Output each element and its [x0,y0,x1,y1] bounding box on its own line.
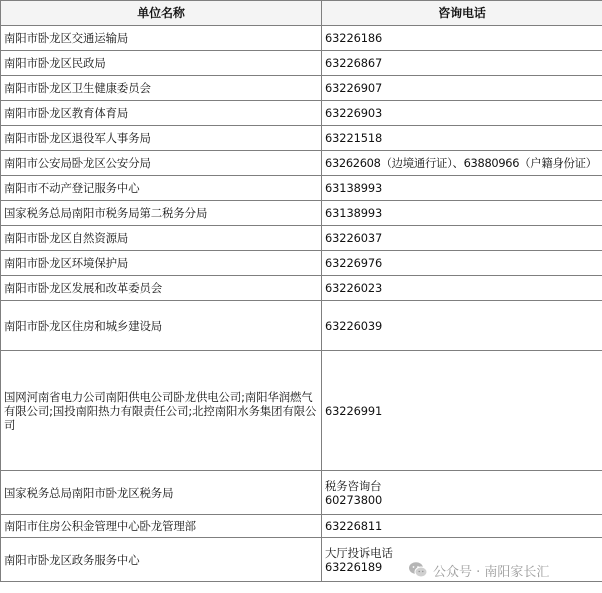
phone-number: 63226976 [322,251,602,276]
unit-name: 南阳市卧龙区住房和城乡建设局 [1,301,322,351]
phone-number: 60273800 [325,492,383,507]
unit-name: 南阳市卧龙区民政局 [1,51,322,76]
phone-number: 63138993 [322,201,602,226]
phone-number: 63226811 [322,515,602,538]
table-row [1,226,602,251]
phone-number: 63226186 [322,26,602,51]
unit-name: 南阳市卧龙区政务服务中心 [1,538,322,582]
unit-name: 南阳市卧龙区卫生健康委员会 [1,76,322,101]
table-row [1,471,602,515]
unit-name: 国网河南省电力公司南阳供电公司卧龙供电公司;南阳华润燃气有限公司;国投南阳热力有限责任公司;北控南阳水务集团有限公司 [1,351,322,471]
unit-name: 南阳市卧龙区退役军人事务局 [1,126,322,151]
phone-number: 63226867 [322,51,602,76]
phone-cell [322,471,602,515]
unit-name: 南阳市卧龙区教育体育局 [1,101,322,126]
table-row [1,251,602,276]
table-row [1,26,602,51]
phone-number: 63226023 [322,276,602,301]
unit-name: 南阳市卧龙区发展和改革委员会 [1,276,322,301]
phone-label: 大厅投诉电话 [325,545,393,560]
table-row [1,51,602,76]
header-phone: 咨询电话 [322,1,602,26]
unit-name: 南阳市公安局卧龙区公安分局 [1,151,322,176]
table-row [1,276,602,301]
table-row [1,301,602,351]
phone-number: 63226039 [322,301,602,351]
table-row [1,515,602,538]
table-row [1,351,602,471]
unit-name: 南阳市不动产登记服务中心 [1,176,322,201]
unit-name: 南阳市卧龙区环境保护局 [1,251,322,276]
phone-number: 63226903 [322,101,602,126]
phone-number: 63138993 [322,176,602,201]
unit-name: 国家税务总局南阳市税务局第二税务分局 [1,201,322,226]
unit-name: 国家税务总局南阳市卧龙区税务局 [1,471,322,515]
wechat-icon [408,561,428,579]
table-row [1,201,602,226]
phone-number: 63226189 [325,559,383,574]
phone-number: 63226907 [322,76,602,101]
unit-name: 南阳市住房公积金管理中心卧龙管理部 [1,515,322,538]
header-unit-name: 单位名称 [1,1,322,26]
unit-name: 南阳市卧龙区交通运输局 [1,26,322,51]
table-row [1,126,602,151]
table-header-row [1,1,602,26]
unit-name: 南阳市卧龙区自然资源局 [1,226,322,251]
watermark-text: 公众号 · 南阳家长汇 [433,564,550,580]
table-row [1,151,602,176]
table-row [1,176,602,201]
phone-number: 63221518 [322,126,602,151]
phone-label: 税务咨询台 [325,478,382,493]
watermark [408,558,549,582]
phone-number: 63226037 [322,226,602,251]
phone-number: 63262608（边境通行证）、63880966（户籍身份证） [322,151,602,176]
phone-number: 63226991 [322,351,602,471]
table-row [1,101,602,126]
table-row [1,76,602,101]
